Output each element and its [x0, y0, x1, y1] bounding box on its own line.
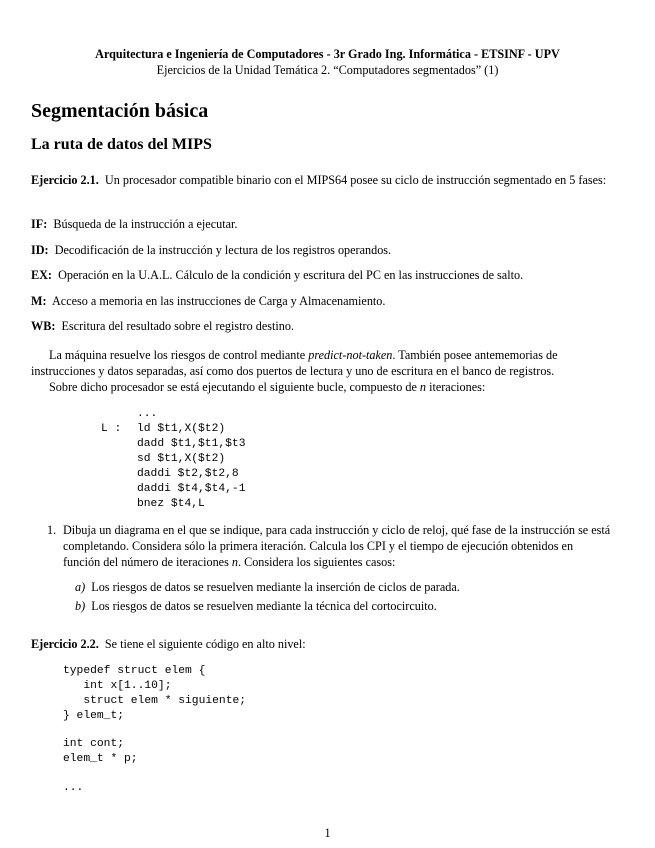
phase-id: [31, 242, 611, 258]
phase-desc: Acceso a memoria en las instrucciones de Carga y Almacenamiento.: [51, 294, 386, 308]
phase-if: [31, 216, 611, 232]
phase-ex: [31, 267, 611, 283]
text: La máquina resuelve los riesgos de control mediante: [49, 348, 309, 362]
paragraph-loop-intro: [31, 379, 611, 395]
page-number: 1: [324, 826, 331, 840]
phase-name: WB:: [31, 319, 56, 333]
code-line: typedef struct elem {: [63, 665, 206, 677]
case-a: [75, 579, 615, 595]
text: Sobre dicho procesador se está ejecutando el siguiente bucle, compuesto de: [49, 380, 420, 394]
text: . También posee antememorias de instrucciones y datos separadas, así como dos puertos de lectura y uno de escritura en el banco de registros.: [31, 348, 558, 378]
code-line: sd $t1,X($t2): [137, 453, 226, 465]
code-line: ...: [63, 782, 84, 794]
exercise-2-1-intro: [31, 172, 611, 188]
code-line: } elem_t;: [63, 710, 125, 722]
exercise-text: Un procesador compatible binario con el MIPS64 posee su ciclo de instrucción segmentado en 5 fases:: [104, 173, 607, 187]
unit-header: Ejercicios de la Unidad Temática 2. “Computadores segmentados” (1): [156, 63, 499, 77]
question-text: [63, 522, 611, 570]
code-line: dadd $t1,$t1,$t3: [137, 438, 246, 450]
case-label: b): [75, 599, 86, 613]
code-line: int x[1..10];: [63, 680, 172, 692]
text: . Considera los siguientes casos:: [237, 555, 396, 569]
text: Dibuja un diagrama en el que se indique, para cada instrucción y ciclo de reloj, qué fase de la instrucción se está completando. Considera sólo la primera iteración. Calcula los CPI y el tiempo de ejecución obtenidos en función del número de iteraciones: [63, 523, 611, 569]
phase-desc: Escritura del resultado sobre el registro destino.: [61, 319, 294, 333]
exercise-text: Se tiene el siguiente código en alto nivel:: [104, 637, 306, 651]
code-ellipsis: ...: [137, 408, 158, 420]
code-line: daddi $t2,$t2,8: [137, 468, 239, 480]
variable-n: n: [419, 380, 427, 394]
text: iteraciones:: [426, 380, 486, 394]
exercise-label: Ejercicio 2.1.: [31, 173, 99, 187]
course-header: Arquitectura e Ingeniería de Computadores - 3r Grado Ing. Informática - ETSINF - UPV: [95, 47, 560, 61]
subsection-title: La ruta de datos del MIPS: [31, 136, 212, 153]
phase-desc: Decodificación de la instrucción y lectura de los registros operandos.: [54, 243, 392, 257]
code-line: int cont;: [63, 738, 125, 750]
exercise-label: Ejercicio 2.2.: [31, 637, 99, 651]
exercise-2-2-intro: [31, 636, 611, 652]
code-line: struct elem * siguiente;: [63, 695, 247, 707]
question-number: 1.: [47, 523, 57, 537]
code-line: ld $t1,X($t2): [137, 423, 226, 435]
code-line: daddi $t4,$t4,-1: [137, 483, 246, 495]
section-title: Segmentación básica: [31, 100, 209, 122]
code-line: bnez $t4,L: [137, 498, 205, 510]
phase-name: EX:: [31, 268, 52, 282]
phase-desc: Búsqueda de la instrucción a ejecutar.: [53, 217, 238, 231]
phase-name: IF:: [31, 217, 48, 231]
paragraph-control-hazards: [31, 347, 611, 379]
code-loop-label: L :: [101, 423, 122, 435]
case-text: Los riesgos de datos se resuelven mediante la inserción de ciclos de parada.: [91, 580, 460, 594]
phase-m: [31, 293, 611, 309]
phase-name: ID:: [31, 243, 49, 257]
case-label: a): [75, 580, 86, 594]
code-line: elem_t * p;: [63, 753, 138, 765]
phase-desc: Operación en la U.A.L. Cálculo de la condición y escritura del PC en las instrucciones de salto.: [58, 268, 524, 282]
variable-n: n: [231, 555, 238, 569]
case-b: [75, 598, 615, 614]
phase-wb: [31, 318, 611, 334]
phase-name: M:: [31, 294, 47, 308]
case-text: Los riesgos de datos se resuelven mediante la técnica del cortocircuito.: [91, 599, 437, 613]
emphasis-text: predict-not-taken: [308, 348, 393, 362]
